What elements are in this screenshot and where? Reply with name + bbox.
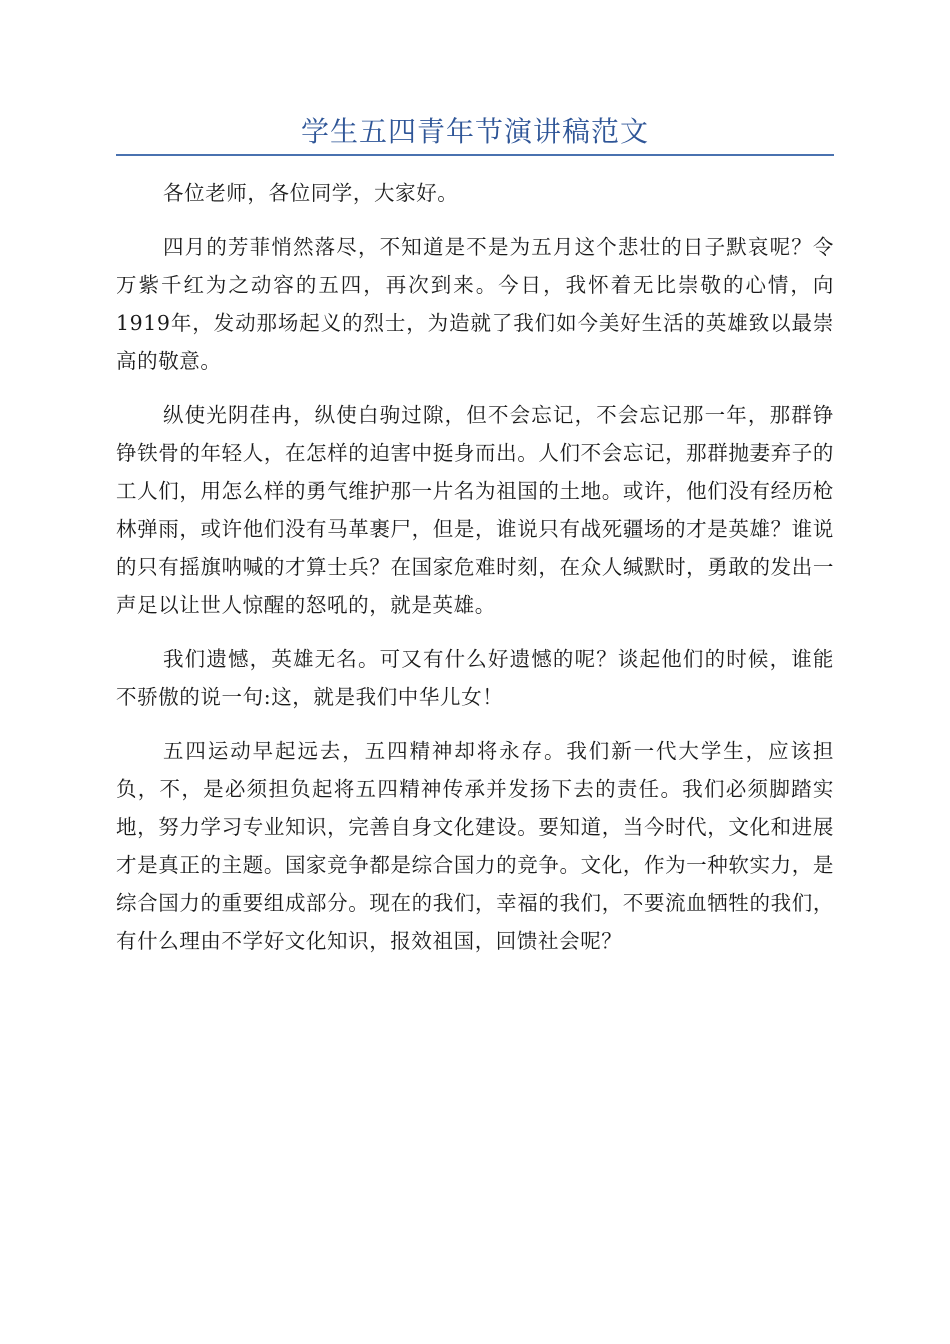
paragraph-opening: 四月的芳菲悄然落尽，不知道是不是为五月这个悲壮的日子默哀呢？令万紫千红为之动容的五四，再次到来。今日，我怀着无比崇敬的心情，向1919年，发动那场起义的烈士，为造就了我们如今美好生活的英雄致以最崇高的敬意。 <box>116 235 834 373</box>
paragraph-heroes: 我们遗憾，英雄无名。可又有什么好遗憾的呢？谈起他们的时候，谁能不骄傲的说一句:这，就是我们中华儿女！ <box>116 647 834 709</box>
paragraph-responsibility: 五四运动早起远去，五四精神却将永存。我们新一代大学生，应该担负，不，是必须担负起将五四精神传承并发扬下去的责任。我们必须脚踏实地，努力学习专业知识，完善自身文化建设。要知道，当今时代，文化和进展才是真正的主题。国家竞争都是综合国力的竞争。文化，作为一种软实力，是综合国力的重要组成部分。现在的我们，幸福的我们，不要流血牺牲的我们，有什么理由不学好文化知识，报效祖国，回馈社会呢？ <box>116 739 834 953</box>
document-body <box>116 174 834 976</box>
paragraph-remembrance: 纵使光阴荏冉，纵使白驹过隙，但不会忘记，不会忘记那一年，那群铮铮铁骨的年轻人，在怎样的迫害中挺身而出。人们不会忘记，那群抛妻弃子的工人们，用怎么样的勇气维护那一片名为祖国的土地。或许，他们没有经历枪林弹雨，或许他们没有马革裹尸，但是，谁说只有战死疆场的才是英雄？谁说的只有摇旗呐喊的才算士兵？在国家危难时刻，在众人缄默时，勇敢的发出一声足以让世人惊醒的怒吼的，就是英雄。 <box>116 403 834 617</box>
paragraph-greeting: 各位老师，各位同学，大家好。 <box>163 181 459 205</box>
document-title: 学生五四青年节演讲稿范文 <box>300 115 649 148</box>
title-underline <box>116 154 834 156</box>
